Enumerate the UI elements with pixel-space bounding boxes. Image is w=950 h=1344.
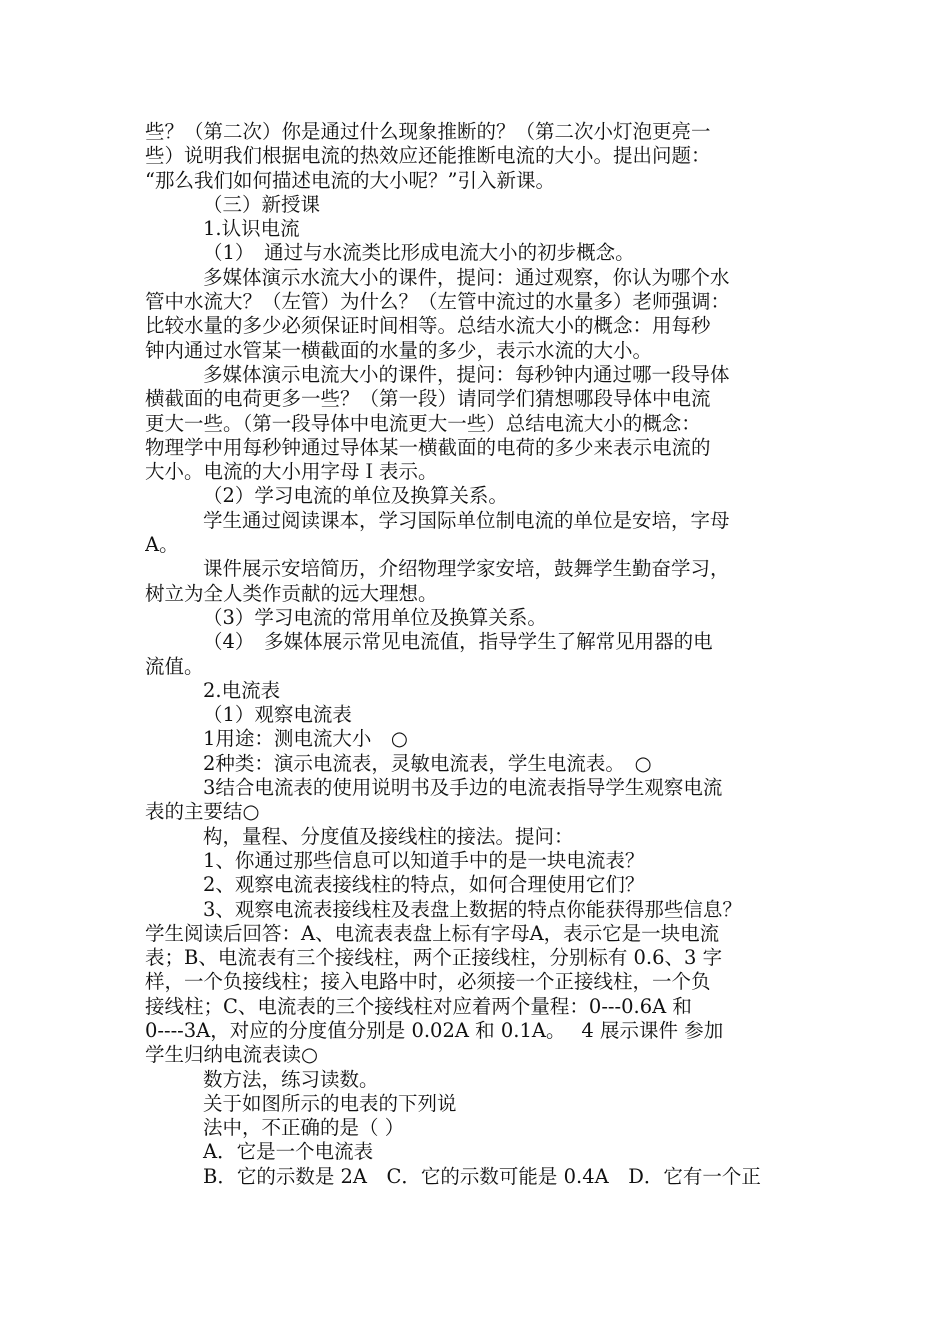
text-line: （3）学习电流的常用单位及换算关系。 [203,605,547,629]
text-line: 构，量程、分度值及接线柱的接法。提问： [203,824,574,848]
text-line: B．它的示数是 2A C．它的示数可能是 0.4A D．它有一个正 [203,1164,761,1188]
document-page [145,120,813,1189]
text-line: 1用途：测电流大小 ○ [203,727,408,751]
text-line: 钟内通过水管某一横截面的水量的多少，表示水流的大小。 [145,338,653,362]
text-line: 关于如图所示的电表的下列说 [203,1091,457,1115]
text-line: A．它是一个电流表 [203,1140,374,1164]
text-line: 大小。电流的大小用字母Ｉ表示。 [145,460,438,484]
text-line: 些？（第二次）你是通过什么现象推断的？（第二次小灯泡更亮一 [145,120,711,143]
text-line: 3、观察电流表接线柱及表盘上数据的特点你能获得那些信息？ [203,897,742,921]
text-line: 表；B、电流表有三个接线柱，两个正接线柱，分别标有 0.6、3 字 [145,946,723,970]
text-line: 样，一个负接线柱；接入电路中时，必须接一个正接线柱，一个负 [145,970,711,994]
text-line: 学生归纳电流表读○ [145,1043,319,1067]
text-line: 1.认识电流 [203,217,300,241]
text-line: “那么我们如何描述电流的大小呢？”引入新课。 [145,168,555,192]
text-line: 多媒体演示电流大小的课件，提问：每秒钟内通过哪一段导体 [203,362,730,386]
text-line: 流值。 [145,654,204,678]
text-line: 1、你通过那些信息可以知道手中的是一块电流表？ [203,848,645,872]
text-line: 0----3A，对应的分度值分别是 0.02A 和 0.1A。 4 展示课件 参加 [145,1018,724,1042]
text-line: （1） 通过与水流类比形成电流大小的初步概念。 [203,241,635,265]
text-line: 学生通过阅读课本，学习国际单位制电流的单位是安培，字母 [203,508,730,532]
text-line: 多媒体演示水流大小的课件，提问：通过观察，你认为哪个水 [203,265,730,289]
text-line: 接线柱；C、电流表的三个接线柱对应着两个量程：0---0.6A 和 [145,994,692,1018]
text-line: 2、观察电流表接线柱的特点，如何合理使用它们？ [203,873,645,897]
text-line: A。 [145,533,179,557]
text-line: （2）学习电流的单位及换算关系。 [203,484,508,508]
text-line: （4） 多媒体展示常见电流值，指导学生了解常见用器的电 [203,630,713,654]
text-line: 2.电流表 [203,678,281,702]
text-line: 树立为全人类作贡献的远大理想。 [145,581,438,605]
text-line: 数方法，练习读数。 [203,1067,379,1091]
text-line: 比较水量的多少必须保证时间相等。总结水流大小的概念：用每秒 [145,314,711,338]
text-line: 2种类：演示电流表，灵敏电流表，学生电流表。 ○ [203,751,652,775]
text-line: 3结合电流表的使用说明书及手边的电流表指导学生观察电流 [203,776,723,800]
text-line: 表的主要结○ [145,800,260,824]
text-line: 管中水流大？（左管）为什么？（左管中流过的水量多）老师强调： [145,290,731,314]
text-line: 物理学中用每秒钟通过导体某一横截面的电荷的多少来表示电流的 [145,435,711,459]
text-line: 横截面的电荷更多一些？（第一段）请同学们猜想哪段导体中电流 [145,387,711,411]
text-line: 课件展示安培简历，介绍物理学家安培，鼓舞学生勤奋学习， [203,557,730,581]
text-line: （1）观察电流表 [203,703,352,727]
text-line: 更大一些。（第一段导体中电流更大一些）总结电流大小的概念： [145,411,701,435]
text-line: （三）新授课 [203,192,321,216]
text-line: 些）说明我们根据电流的热效应还能推断电流的大小。提出问题： [145,144,711,168]
text-line: 法中，不正确的是（ ） [203,1116,405,1140]
text-line: 学生阅读后回答：A、电流表表盘上标有字母A，表示它是一块电流 [145,921,720,945]
